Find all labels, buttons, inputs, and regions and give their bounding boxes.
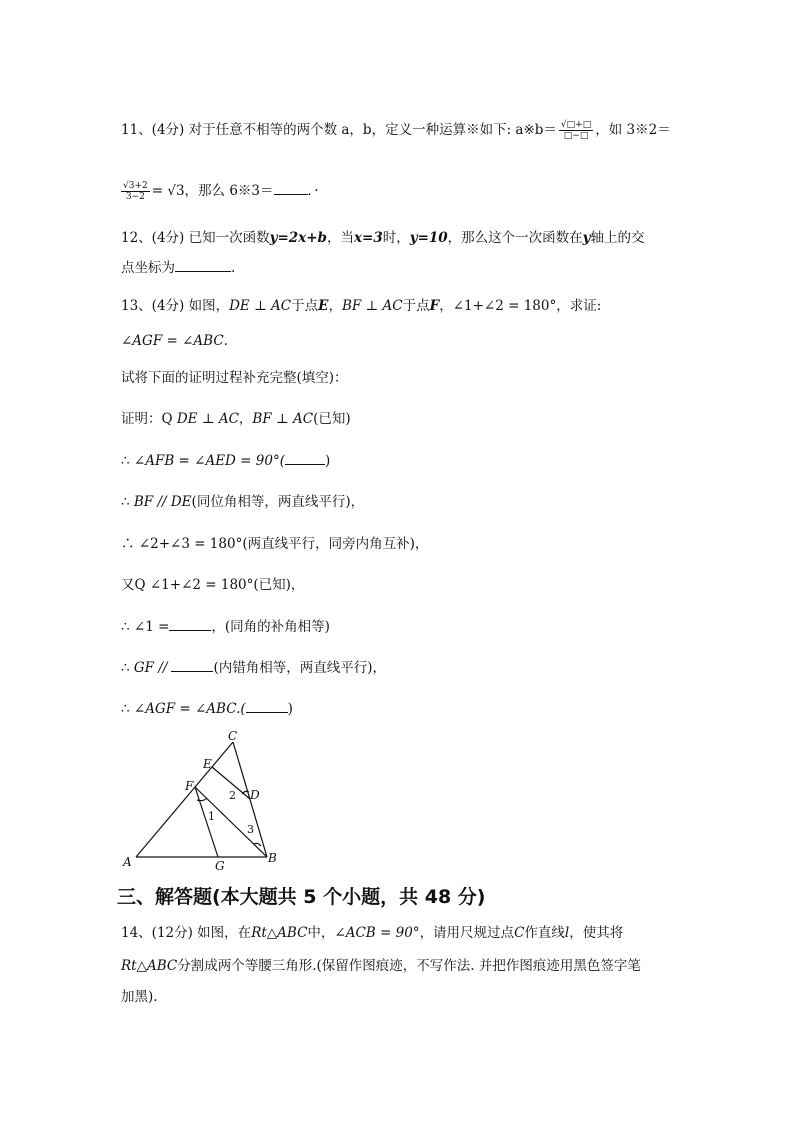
proof-3-c: (同位角相等，两直线平行)， (191, 494, 365, 510)
q14-rt-triangle-1: Rt△ABC (251, 925, 308, 941)
q14-point-c: C (514, 925, 525, 941)
q14-text-a: 14、(12分) 如图，在 (121, 925, 252, 941)
q14-text-b: 中， (307, 925, 335, 941)
proof-2-blank[interactable] (285, 452, 325, 465)
q12-cond-y: y=10 (409, 230, 448, 246)
proof-4-b: ∠2+∠3 = 180° (138, 536, 243, 552)
q11-text-b: ，如 3※2＝ (595, 122, 671, 138)
q12-function: y=2x+b (269, 230, 327, 246)
q12-cond-x: x=3 (353, 230, 383, 246)
proof-7-a: ∴ (121, 660, 134, 676)
q12-text-a: 12、(4分) 已知一次函数 (121, 230, 270, 246)
q13-text-b: 于点 (291, 298, 319, 314)
q13-point-f: F (429, 298, 440, 314)
proof-8-b: ∠AGF = ∠ABC.( (133, 701, 246, 717)
label-g: G (215, 859, 225, 873)
label-d: D (250, 788, 260, 802)
q13-line1 (121, 297, 601, 315)
q13-text-d: 于点 (402, 298, 430, 314)
proof-2-c: ) (324, 453, 331, 469)
q12-text-b: ，当 (326, 230, 354, 246)
q11-example-denominator: 3−2 (125, 192, 145, 202)
proof-1-e: (已知) (313, 411, 351, 427)
proof-step-6 (121, 618, 330, 636)
q11-frac-numerator: √□+□ (560, 120, 592, 130)
q11-frac-denominator: □−□ (563, 131, 589, 141)
q12-text-f: 点坐标为 (121, 260, 175, 276)
q11-example-fraction (121, 181, 150, 202)
proof-7-blank[interactable] (171, 659, 213, 672)
label-a: A (123, 855, 132, 869)
proof-step-4 (121, 535, 428, 553)
proof-6-a: ∴ (121, 619, 134, 635)
proof-2-a: ∴ (121, 453, 134, 469)
proof-7-c: (内错角相等，两直线平行)， (213, 660, 386, 676)
proof-6-b: ∠1 = (133, 619, 170, 635)
q13-text-c: ， (328, 298, 342, 314)
q14-line2 (121, 957, 641, 975)
proof-2-b: ∠AFB = ∠AED = 90°( (133, 453, 285, 469)
label-angle-1: 1 (208, 810, 215, 823)
proof-8-c: ) (287, 701, 293, 717)
section-3-heading: 三、解答题(本大题共 5 个小题，共 48 分) (117, 886, 486, 908)
q12-axis: y (582, 230, 591, 246)
proof-5-b: ∠1+∠2 = 180° (149, 577, 254, 593)
proof-step-8 (121, 700, 293, 718)
q13-instruction (121, 369, 348, 387)
proof-1-c: ， (238, 411, 253, 427)
q14-text-e: ，使其将 (569, 925, 624, 941)
proof-1-b: DE ⊥ AC (176, 411, 239, 427)
q13-goal-line (121, 332, 228, 350)
q12-line2 (121, 259, 235, 277)
q14-text-d: 作直线 (524, 925, 565, 941)
label-b: B (268, 851, 277, 865)
proof-7-b: GF // (133, 660, 168, 676)
label-angle-2: 2 (229, 789, 236, 802)
label-e: E (203, 757, 212, 771)
q13-goal: ∠AGF = ∠ABC (121, 333, 224, 349)
q11-answer-blank[interactable] (274, 182, 308, 195)
q13-text-e: ， (439, 298, 453, 314)
proof-1-a: 证明：Q (121, 411, 177, 427)
q11-line1 (121, 120, 671, 141)
q12-text-e: 轴上的交 (590, 230, 645, 246)
label-c: C (228, 730, 238, 743)
geometry-figure (115, 730, 295, 875)
q14-angle: ∠ACB = 90° (334, 925, 420, 941)
q14-line3 (121, 988, 158, 1006)
q11-operation-fraction (559, 120, 593, 141)
proof-5-a: 又Q (121, 577, 150, 593)
q13-goal-end: . (223, 333, 228, 349)
proof-8-a: ∴ (121, 701, 134, 717)
q14-line1 (121, 924, 623, 942)
proof-8-blank[interactable] (246, 700, 288, 713)
q13-instruction-text: 试将下面的证明过程补充完整(填空)： (121, 370, 348, 386)
proof-1-d: BF ⊥ AC (252, 411, 314, 427)
proof-step-2 (121, 452, 330, 470)
proof-step-5 (121, 576, 304, 594)
q13-bf-perp-ac: BF ⊥ AC (341, 298, 403, 314)
q11-text-c: = √3，那么 6※3＝ (151, 183, 274, 199)
q13-point-e: E (318, 298, 329, 314)
q13-de-perp-ac: DE ⊥ AC (229, 298, 292, 314)
q13-angle-condition: ∠1+∠2 = 180° (452, 298, 557, 314)
q11-text-end: ．· (307, 183, 319, 199)
proof-step-7 (121, 659, 386, 677)
proof-6-blank[interactable] (169, 618, 211, 631)
side-ac (136, 742, 233, 857)
label-angle-3: 3 (247, 823, 254, 836)
q13-text-f: ，求证: (556, 298, 602, 314)
proof-step-1 (121, 410, 351, 428)
proof-4-c: (两直线平行，同旁内角互补)， (242, 536, 429, 552)
q11-text-a: 11、(4分) 对于任意不相等的两个数 a，b，定义一种运算※如下: a※b＝ (121, 122, 557, 138)
q11-example-numerator: √3+2 (123, 181, 148, 191)
q12-text-c: 时， (382, 230, 410, 246)
q12-text-end: . (231, 260, 236, 276)
q14-text-c: ，请用尺规过点 (419, 925, 515, 941)
q12-line1 (121, 229, 645, 247)
label-f: F (185, 779, 194, 793)
q12-answer-blank[interactable] (175, 259, 231, 272)
q14-rt-triangle-2: Rt△ABC (121, 958, 178, 974)
proof-3-a: ∴ (121, 494, 134, 510)
q14-text-f: 分割成两个等腰三角形.(保留作图痕迹，不写作法. 并把作图痕迹用黑色签字笔 (177, 958, 641, 974)
q14-text-g: 加黑). (121, 989, 158, 1005)
q11-line2 (121, 181, 319, 202)
q12-text-d: ，那么这个一次函数在 (447, 230, 583, 246)
proof-3-b: BF // DE (133, 494, 192, 510)
q14-line-l: l (564, 925, 570, 941)
q13-text-a: 13、(4分) 如图， (121, 298, 230, 314)
proof-step-3 (121, 493, 364, 511)
proof-5-c: (已知)， (253, 577, 305, 593)
proof-4-a: ∴ (121, 536, 139, 552)
proof-6-c: ，(同角的补角相等) (211, 619, 330, 635)
